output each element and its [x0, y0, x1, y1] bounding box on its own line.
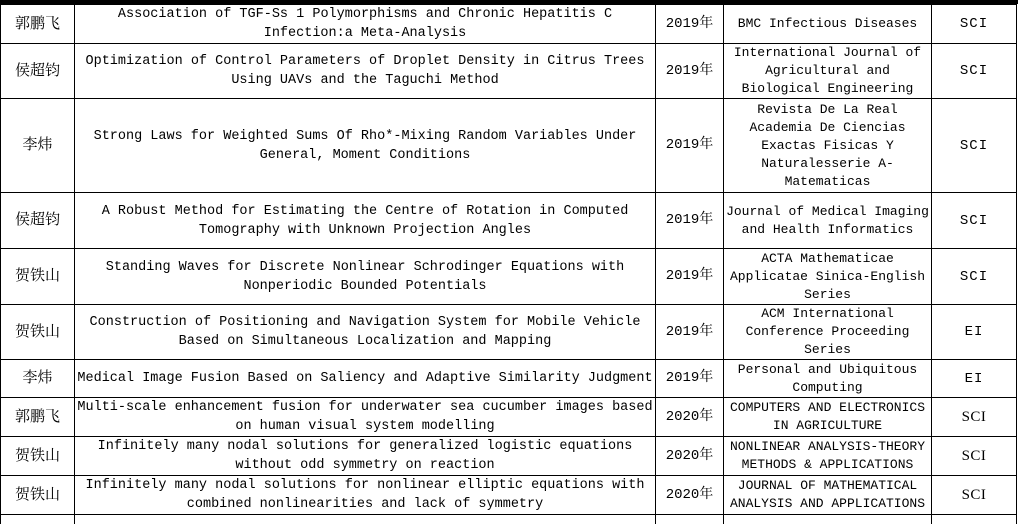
index-type-cell: SCI: [932, 193, 1017, 249]
index-type-cell: SCI: [932, 398, 1017, 437]
table-row: [1, 360, 1017, 398]
paper-title-cell: Medical Image Fusion Based on Saliency and Adaptive Similarity Judgment: [75, 360, 656, 398]
author-cell: [1, 515, 75, 524]
index-type-cell: SCI: [932, 99, 1017, 193]
author-cell: 李炜: [1, 99, 75, 193]
paper-title-cell: Infinitely many nodal solutions for nonlinear elliptic equations with combined nonlinearities and lack of symmetry: [75, 476, 656, 515]
table-row: [1, 249, 1017, 305]
year-cell: 2020年: [656, 398, 724, 437]
author-cell: 侯超钧: [1, 44, 75, 99]
author-cell: 侯超钧: [1, 193, 75, 249]
journal-cell: COMPUTERS AND ELECTRONICS IN AGRICULTURE: [724, 398, 932, 437]
paper-title-cell: Multi-scale enhancement fusion for underwater sea cucumber images based on human visual system modelling: [75, 398, 656, 437]
index-type-cell: SCI: [932, 249, 1017, 305]
paper-title-cell: Infinitely many nodal solutions for generalized logistic equations without odd symmetry on reaction: [75, 437, 656, 476]
table-row: [1, 437, 1017, 476]
table-row-partial: [1, 515, 1017, 524]
index-type-cell: EI: [932, 305, 1017, 360]
index-type-cell: SCI: [932, 44, 1017, 99]
year-cell: 2019年: [656, 305, 724, 360]
paper-title-cell: A Robust Method for Estimating the Centre of Rotation in Computed Tomography with Unknown Projection Angles: [75, 193, 656, 249]
year-cell: 2019年: [656, 360, 724, 398]
paper-title-cell: Optimization of Control Parameters of Droplet Density in Citrus Trees Using UAVs and the Taguchi Method: [75, 44, 656, 99]
paper-title-cell: Construction of Positioning and Navigation System for Mobile Vehicle Based on Simultaneous Localization and Mapping: [75, 305, 656, 360]
year-cell: 2019年: [656, 99, 724, 193]
index-type-cell: [932, 515, 1017, 524]
paper-title-cell: Association of TGF-Ss 1 Polymorphisms and Chronic Hepatitis C Infection:a Meta-Analysis: [75, 5, 656, 44]
table-row: [1, 99, 1017, 193]
author-cell: 李炜: [1, 360, 75, 398]
index-type-cell: SCI: [932, 437, 1017, 476]
index-type-cell: SCI: [932, 5, 1017, 44]
journal-cell: NONLINEAR ANALYSIS-THEORY METHODS & APPLICATIONS: [724, 437, 932, 476]
year-cell: [656, 515, 724, 524]
year-cell: 2020年: [656, 476, 724, 515]
table-row: [1, 193, 1017, 249]
publications-table-body: [1, 5, 1017, 524]
journal-cell: International Journal of Agricultural and Biological Engineering: [724, 44, 932, 99]
author-cell: 郭鹏飞: [1, 5, 75, 44]
author-cell: 贺铁山: [1, 476, 75, 515]
table-row: [1, 305, 1017, 360]
year-cell: 2019年: [656, 193, 724, 249]
paper-title-cell: Standing Waves for Discrete Nonlinear Schrodinger Equations with Nonperiodic Bounded Potentials: [75, 249, 656, 305]
journal-cell: BMC Infectious Diseases: [724, 5, 932, 44]
table-row: [1, 398, 1017, 437]
paper-title-cell: [75, 515, 656, 524]
index-type-cell: SCI: [932, 476, 1017, 515]
year-cell: 2019年: [656, 249, 724, 305]
table-row: [1, 5, 1017, 44]
paper-title-cell: Strong Laws for Weighted Sums Of Rho*-Mixing Random Variables Under General, Moment Conditions: [75, 99, 656, 193]
journal-cell: Journal of Medical Imaging and Health Informatics: [724, 193, 932, 249]
journal-cell: Revista De La Real Academia De Ciencias Exactas Fisicas Y Naturalesserie A-Matematicas: [724, 99, 932, 193]
year-cell: 2019年: [656, 44, 724, 99]
publications-table: [0, 4, 1017, 524]
year-cell: 2020年: [656, 437, 724, 476]
author-cell: 贺铁山: [1, 249, 75, 305]
table-row: [1, 476, 1017, 515]
journal-cell: [724, 515, 932, 524]
year-cell: 2019年: [656, 5, 724, 44]
author-cell: 贺铁山: [1, 305, 75, 360]
journal-cell: ACM International Conference Proceeding Series: [724, 305, 932, 360]
author-cell: 郭鹏飞: [1, 398, 75, 437]
table-row: [1, 44, 1017, 99]
index-type-cell: EI: [932, 360, 1017, 398]
journal-cell: ACTA Mathematicae Applicatae Sinica-English Series: [724, 249, 932, 305]
journal-cell: JOURNAL OF MATHEMATICAL ANALYSIS AND APPLICATIONS: [724, 476, 932, 515]
author-cell: 贺铁山: [1, 437, 75, 476]
journal-cell: Personal and Ubiquitous Computing: [724, 360, 932, 398]
